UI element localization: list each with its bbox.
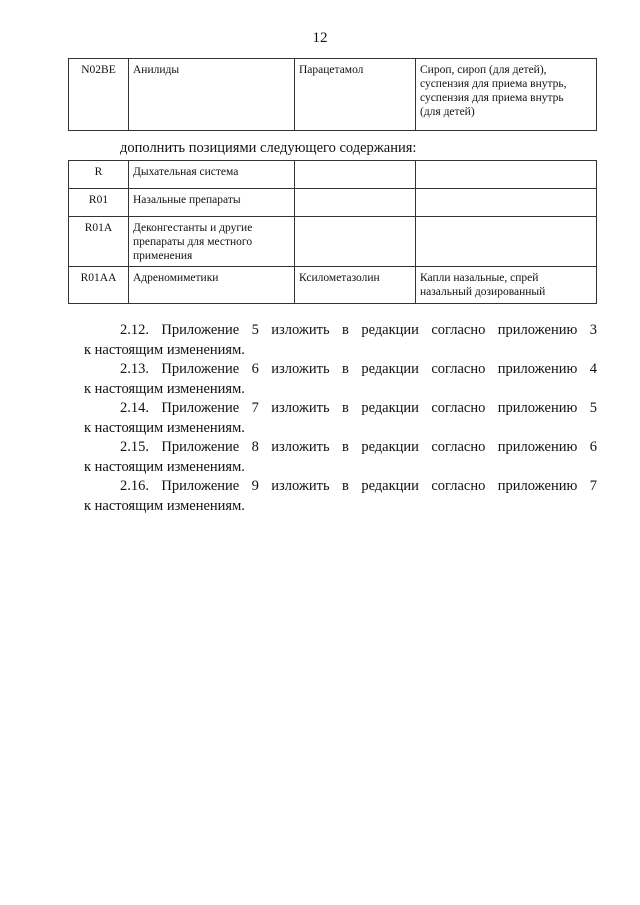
item-word: 5: [251, 322, 259, 338]
item-word: 7: [251, 400, 259, 416]
item-continuation: к настоящим изменениям.: [84, 497, 245, 514]
item-word: 2.15.: [120, 439, 149, 455]
item-word: приложению: [497, 400, 578, 416]
item-word: изложить: [271, 361, 330, 377]
dosage-form-cell: [416, 189, 597, 217]
item-word: 6: [589, 439, 597, 455]
table-row: [69, 189, 597, 217]
dosage-form-cell: [416, 217, 597, 267]
dosage-form-line: Сироп, сироп (для детей),: [420, 64, 547, 76]
item-word: согласно: [431, 478, 486, 494]
group-name-cell: [129, 161, 295, 189]
item-word: Приложение: [161, 439, 240, 455]
item-word: 5: [589, 400, 597, 416]
item-first-line: [84, 321, 597, 341]
amendment-item: [84, 360, 597, 399]
item-word: изложить: [271, 322, 330, 338]
drug-name-cell: [295, 161, 416, 189]
dosage-form-cell: [416, 267, 597, 304]
item-word: согласно: [431, 361, 486, 377]
group-name-cell: [129, 267, 295, 304]
item-word: в: [342, 439, 349, 455]
item-word: согласно: [431, 400, 486, 416]
drug-table-added: [68, 160, 597, 304]
item-word: 9: [251, 478, 259, 494]
item-word: редакции: [361, 400, 419, 416]
atc-code-cell: R: [69, 161, 129, 189]
group-name-line: Дыхательная система: [133, 166, 239, 178]
group-name-cell: [129, 217, 295, 267]
group-name-line: Деконгестанты и другие: [133, 222, 253, 234]
atc-code-cell: R01AA: [69, 267, 129, 304]
atc-code-cell: R01: [69, 189, 129, 217]
dosage-form-cell: [416, 59, 597, 131]
item-word: 2.13.: [120, 361, 149, 377]
dosage-form-cell: [416, 161, 597, 189]
intro-text: дополнить позициями следующего содержания:: [120, 140, 417, 156]
dosage-form-line: суспензия для приема внутрь: [420, 92, 564, 104]
item-word: редакции: [361, 322, 419, 338]
table-row: [69, 267, 597, 304]
item-first-line: [84, 438, 597, 458]
page-number: 12: [312, 30, 328, 46]
dosage-form-line: Капли назальные, спрей: [420, 272, 539, 284]
item-word: редакции: [361, 439, 419, 455]
item-continuation: к настоящим изменениям.: [84, 419, 245, 436]
dosage-form-line: суспензия для приема внутрь,: [420, 78, 567, 90]
item-first-line: [84, 399, 597, 419]
amendment-item: [84, 477, 597, 516]
dosage-form-line: назальный дозированный: [420, 286, 546, 298]
table-row: [69, 59, 597, 131]
group-name-line: Адреномиметики: [133, 272, 219, 284]
table-row: [69, 217, 597, 267]
drug-name-cell: [295, 217, 416, 267]
amendment-item: [84, 399, 597, 438]
item-word: приложению: [497, 361, 578, 377]
atc-code-cell: R01A: [69, 217, 129, 267]
dosage-form-line: (для детей): [420, 106, 475, 118]
item-first-line: [84, 360, 597, 380]
table-row: [69, 161, 597, 189]
group-name-cell: Анилиды: [129, 59, 295, 131]
item-word: Приложение: [161, 361, 240, 377]
item-word: в: [342, 361, 349, 377]
drug-name-cell: [295, 189, 416, 217]
item-word: редакции: [361, 478, 419, 494]
amendment-item: [84, 321, 597, 360]
item-word: в: [342, 400, 349, 416]
item-word: изложить: [271, 439, 330, 455]
item-word: 2.16.: [120, 478, 149, 494]
item-continuation: к настоящим изменениям.: [84, 458, 245, 475]
amendment-items: [84, 321, 597, 516]
group-name-cell: [129, 189, 295, 217]
item-word: изложить: [271, 400, 330, 416]
item-word: согласно: [431, 322, 486, 338]
amendment-item: [84, 438, 597, 477]
item-word: 8: [251, 439, 259, 455]
item-word: приложению: [497, 478, 578, 494]
drug-name-cell: Парацетамол: [295, 59, 416, 131]
drug-table-existing: [68, 58, 597, 131]
item-word: 2.12.: [120, 322, 149, 338]
item-continuation: к настоящим изменениям.: [84, 341, 245, 358]
item-word: согласно: [431, 439, 486, 455]
atc-code-cell: N02BE: [69, 59, 129, 131]
item-continuation: к настоящим изменениям.: [84, 380, 245, 397]
item-word: в: [342, 322, 349, 338]
item-word: в: [342, 478, 349, 494]
group-name-line: препараты для местного: [133, 236, 253, 248]
item-word: 3: [589, 322, 597, 338]
group-name-line: Назальные препараты: [133, 194, 241, 206]
item-word: Приложение: [161, 322, 240, 338]
item-word: приложению: [497, 439, 578, 455]
item-word: 2.14.: [120, 400, 149, 416]
drug-name-cell: Ксилометазолин: [295, 267, 416, 304]
item-word: изложить: [271, 478, 330, 494]
item-word: Приложение: [161, 400, 240, 416]
item-word: редакции: [361, 361, 419, 377]
group-name-line: применения: [133, 250, 193, 262]
item-first-line: [84, 477, 597, 497]
item-word: Приложение: [161, 478, 240, 494]
item-word: приложению: [497, 322, 578, 338]
item-word: 7: [589, 478, 597, 494]
item-word: 6: [251, 361, 259, 377]
item-word: 4: [589, 361, 597, 377]
